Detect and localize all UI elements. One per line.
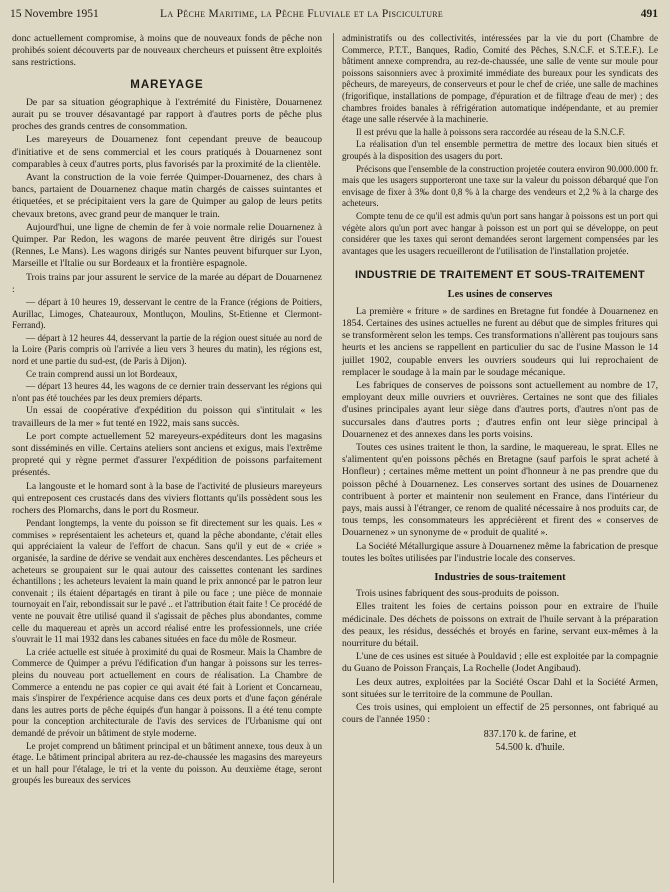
issue-date: 15 Novembre 1951 [10,8,99,20]
paragraph: La réalisation d'un tel ensemble permettra de mettre des locaux bien situés et groupés à la disposition des usagers du port. [342,139,658,161]
section-heading-industrie: INDUSTRIE DE TRAITEMENT ET SOUS-TRAITEMENT [354,269,646,282]
paragraph: Ces trois usines, qui emploient un effectif de 25 personnes, ont fabriqué au cours de l'année 1950 : [342,701,658,726]
section-heading-mareyage: MAREYAGE [130,78,204,91]
paragraph: L'une de ces usines est située à Pouldavid ; elle est exploitée par la compagnie du Guano de Poisson Français, La Rochelle (Jodet Angibaud). [342,651,658,675]
paragraph: Avant la construction de la voie ferrée Quimper-Douarnenez, des chars à bancs, partaient de Douarnenez chaque matin chargés de caisses suintantes et étiquetées, et se précipitaient vers la gare de Quimper au galop de leurs petits chevaux bretons, avec grand peur de manquer le train. [12,172,322,220]
paragraph: Trois usines fabriquent des sous-produits de poisson. [356,588,559,600]
column-divider [333,33,334,883]
paragraph: Il est prévu que la halle à poissons sera raccordée au réseau de la S.N.C.F. [356,126,625,137]
paragraph: De par sa situation géographique à l'extrémité du Finistère, Douarnenez aurait pu se trouver désavantagé par rapport à d'autres ports de pêche plus proches des grands centres de consommation. [12,96,322,133]
paragraph: Les mareyeurs de Douarnenez font cependant preuve de beaucoup d'initiative et de sens commercial et les cours pratiqués à Douarnenez sont comparables à ceux d'autres ports, plus favorisés par la proximité de la clientèle. [12,134,322,170]
paragraph: La première « friture » de sardines en Bretagne fut fondée à Douarnenez en 1854. Certaines des usines actuelles ne furent au début que de simples fritures qui se transformèrent selon les temps. Ces transformations n'allèrent pas toujours sans heurts et les anciens se rappellent en particulier du sac de l'usine Masson le 14 juillet 1902, coupable envers les ouvriers soudeurs qui lui reprochaient de remplacer le soudage à la main par le soudage mécanique. [342,305,658,378]
production-figures [342,728,658,754]
paragraph: Les fabriques de conserves de poissons sont actuellement au nombre de 17, employant deux mille ouvriers et ouvrières. Certaines ne sont que des filiales d'usines principales ayant leur siège dans d'autres ports, d'autres n'ont pas de succursales dans d'autres ports ; d'autres enfin ont leur siège principal à Douarnenez et des annexes dans les ports voisins. [342,379,658,440]
paragraph: La criée actuelle est située à proximité du quai de Rosmeur. Mais la Chambre de Commerce de Quimper a prévu l'édification d'un hangar à poissons sur les terres-pleins du nouveau port actuellement en cours de réalisation. La Chambre de Commerce a entendu ne pas copier ce qui avait été fait à Lorient et Concarneau, mais s'inspirer de l'expérience acquise dans ces deux ports et d'une façon générale dans les autres ports de pêche équipés d'un hangar à poissons. Il a été tenu compte pour la conception architecturale de l'avis des services de l'Urbanisme qui ont demandé de prévoir un bâtiment de style moderne. [12,646,322,738]
left-column [12,33,322,888]
right-column [342,33,658,888]
paragraph: Précisons que l'ensemble de la construction projetée coutera environ 90.000.000 fr. mais que les usagers supporteront une taxe sur la valeur du poisson débarqué que l'on envisage de fixer à 3‰ dont 0,8 % à la charge des vendeurs et 2,2 % à la charge des acheteurs. [342,163,658,209]
paragraph: Un essai de coopérative d'expédition du poisson qui s'intitulait « les travailleurs de la mer » fut tenté en 1922, mais sans succès. [12,405,322,429]
paragraph: donc actuellement compromise, à moins que de nouveaux fonds de pêche non prohibés soient découverts par de nouveaux chercheurs et puissent être exploités sans restrictions. [12,33,322,69]
flour-production: 837.170 k. de farine, et [483,729,577,741]
paragraph: Elles traitent les foies de certains poisson pour en extraire de l'huile médicinale. Des déchets de poissons on extrait de l'huile servant à la préparation des peaux, les résidus, desséchés et broyés en farine, servant eux-mêmes à la nourriture du bétail. [342,601,658,649]
paragraph: Les deux autres, exploitées par la Société Oscar Dahl et la Société Armen, sont situées sur le territoire de la commune de Poullan. [342,676,658,700]
paragraph: Ce train comprend aussi un lot Bordeaux, [26,368,178,379]
page-number: 491 [640,8,658,20]
subheading-sous-traitement: Industries de sous-traitement [434,571,566,583]
paragraph: Aujourd'hui, une ligne de chemin de fer à voie normale relie Douarnenez à Quimper. Par Redon, les wagons de marée peuvent être dirigés sur l'ouest (Rennes, Le Mans). Les wagons dirigés sur Nantes peuvent bifurquer sur Lyon, Marseille et l'Italie ou sur Bordeaux et la frontière espagnole. [12,221,322,270]
oil-production: 54.500 k. d'huile. [495,742,565,754]
train-departure-item: — départ à 12 heures 44, desservant la partie de la région ouest située au nord de la Loire (Paris compris où l'arrivée a lieu vers 3 heures du matin), les régions est, nord et une partie du sud-est, (de Paris à Dijon). [12,332,322,367]
paragraph: Compte tenu de ce qu'il est admis qu'un port sans hangar à poissons est un port qui végète alors qu'un port avec hangar à poisson est un port qui se développe, on peut considérer que les taxes qui seront demandées seront largement compensées par les avantages que les usagers recueilleront de l'utilisation de l'installation projetée. [342,210,658,256]
subheading-usines-de-conserves: Les usines de conserves [447,289,553,301]
paragraph: La Société Métallurgique assure à Douarnenez même la fabrication de presque toutes les boîtes utilisées par l'industrie locale des conserves. [342,540,658,564]
journal-title: La Pêche Maritime, la Pêche Fluviale et la Pisciculture [160,8,444,20]
paragraph: Trois trains par jour assurent le service de la marée au départ de Douarnenez : [12,271,322,295]
paragraph: Pendant longtemps, la vente du poisson se fit directement sur les quais. Les « commises » représentaient les acheteurs et, quand la pêche abondante, c'était elles qui appréciaient la valeur de l'effort de chacun. Sans qu'il y eut de « criée » organisée, la sardine de dérive se vendait aux enchères descendantes. Les pêcheurs et acheteurs se groupaient sur le quai autour des caissettes contenant les sardines échantillons ; les acheteurs levaient la main quand le prix annoncé par le patron leur convenait ; ils étaient départagés en tirant à pile ou face ; une pièce de monnaie tournoyait en l'air, rebondissait sur le pavé .. et l'attribution était faite ! Ce procédé de vente ne pouvait être utilisé quand il s'agissait de pêches plus abondantes, comme celle du maquereau et après un accord réalisé entre les professionnels, une criée s'ouvrait le 11 mai 1932 dans les cabanes situées en face du môle de Rosmeur. [12,518,322,645]
paragraph: administratifs ou des collectivités, intéressées par la vie du port (Chambre de Commerce, P.T.T., Banques, Radio, Comité des Pêches, S.N.C.F. et S.T.E.F.). Le bâtiment annexe comprendra, au rez-de-chaussée, une salle de vente sur moule pour poissons saisonniers avec à proximité immédiate des bureaux pour les syndicats des pêcheurs, de mareyeurs, de conserveurs et pour le chef de criée, une salle de machines (frigorifique, installations de pompage, d'épuration et de filtrage d'eau de mer) ; des chambres froides banales à réfrigération automatique indépendante, et au premier étage une salle réservée à la machinerie. [342,33,658,125]
train-departure-item: — départ à 10 heures 19, desservant le centre de la France (régions de Poitiers, Aurillac, Limoges, Chateauroux, Montluçon, Moulins, St-Etienne et Clermont-Ferrand). [12,297,322,331]
page-header [10,8,658,24]
train-departure-item: — départ 13 heures 44, les wagons de ce dernier train desservant les régions qui n'ont pas été touchées par les deux premiers départs. [12,381,322,403]
paragraph: Le projet comprend un bâtiment principal et un bâtiment annexe, tous deux à un étage. Le bâtiment principal abritera au rez-de-chaussée les magasins des mareyeurs et un hall pour l'étalage, le tri et la vente du poisson. Au deuxième étage, seront groupés les bureaux des services [12,740,322,786]
paragraph: Le port compte actuellement 52 mareyeurs-expéditeurs dont les magasins sont disséminés en ville. Certains ateliers sont anciens et exigus, mais l'extrême propreté qui y règne permet d'assurer l'expédition de poissons parfaitement présentés. [12,430,322,479]
paragraph: La langouste et le homard sont à la base de l'activité de plusieurs mareyeurs qui entreposent ces crustacés dans des viviers flottants qu'ils possèdent sous les rochers des Plomarchs, dans le port du Rosmeur. [12,480,322,517]
paragraph: Toutes ces usines traitent le thon, la sardine, le maquereau, le sprat. Elles ne s'alimentent qu'en poissons pêchés en Bretagne (sauf parfois le sprat acheté à Honfleur) ; certaines même mettent un point d'honneur à ne pas prendre que du poisson pêché à Douarnenez. Les conserves sortant des usines de Douarnenez contribuent à porter et maintenir non seulement en France, dans l'intérieur du pays, mais aussi à l'étranger, ce renom de qualité nécessaire à nos produits car, de tous temps, les consommateurs les apprécièrent et firent des « conserves de Douarnenez » un synonyme de « produit de qualité ». [342,441,658,539]
